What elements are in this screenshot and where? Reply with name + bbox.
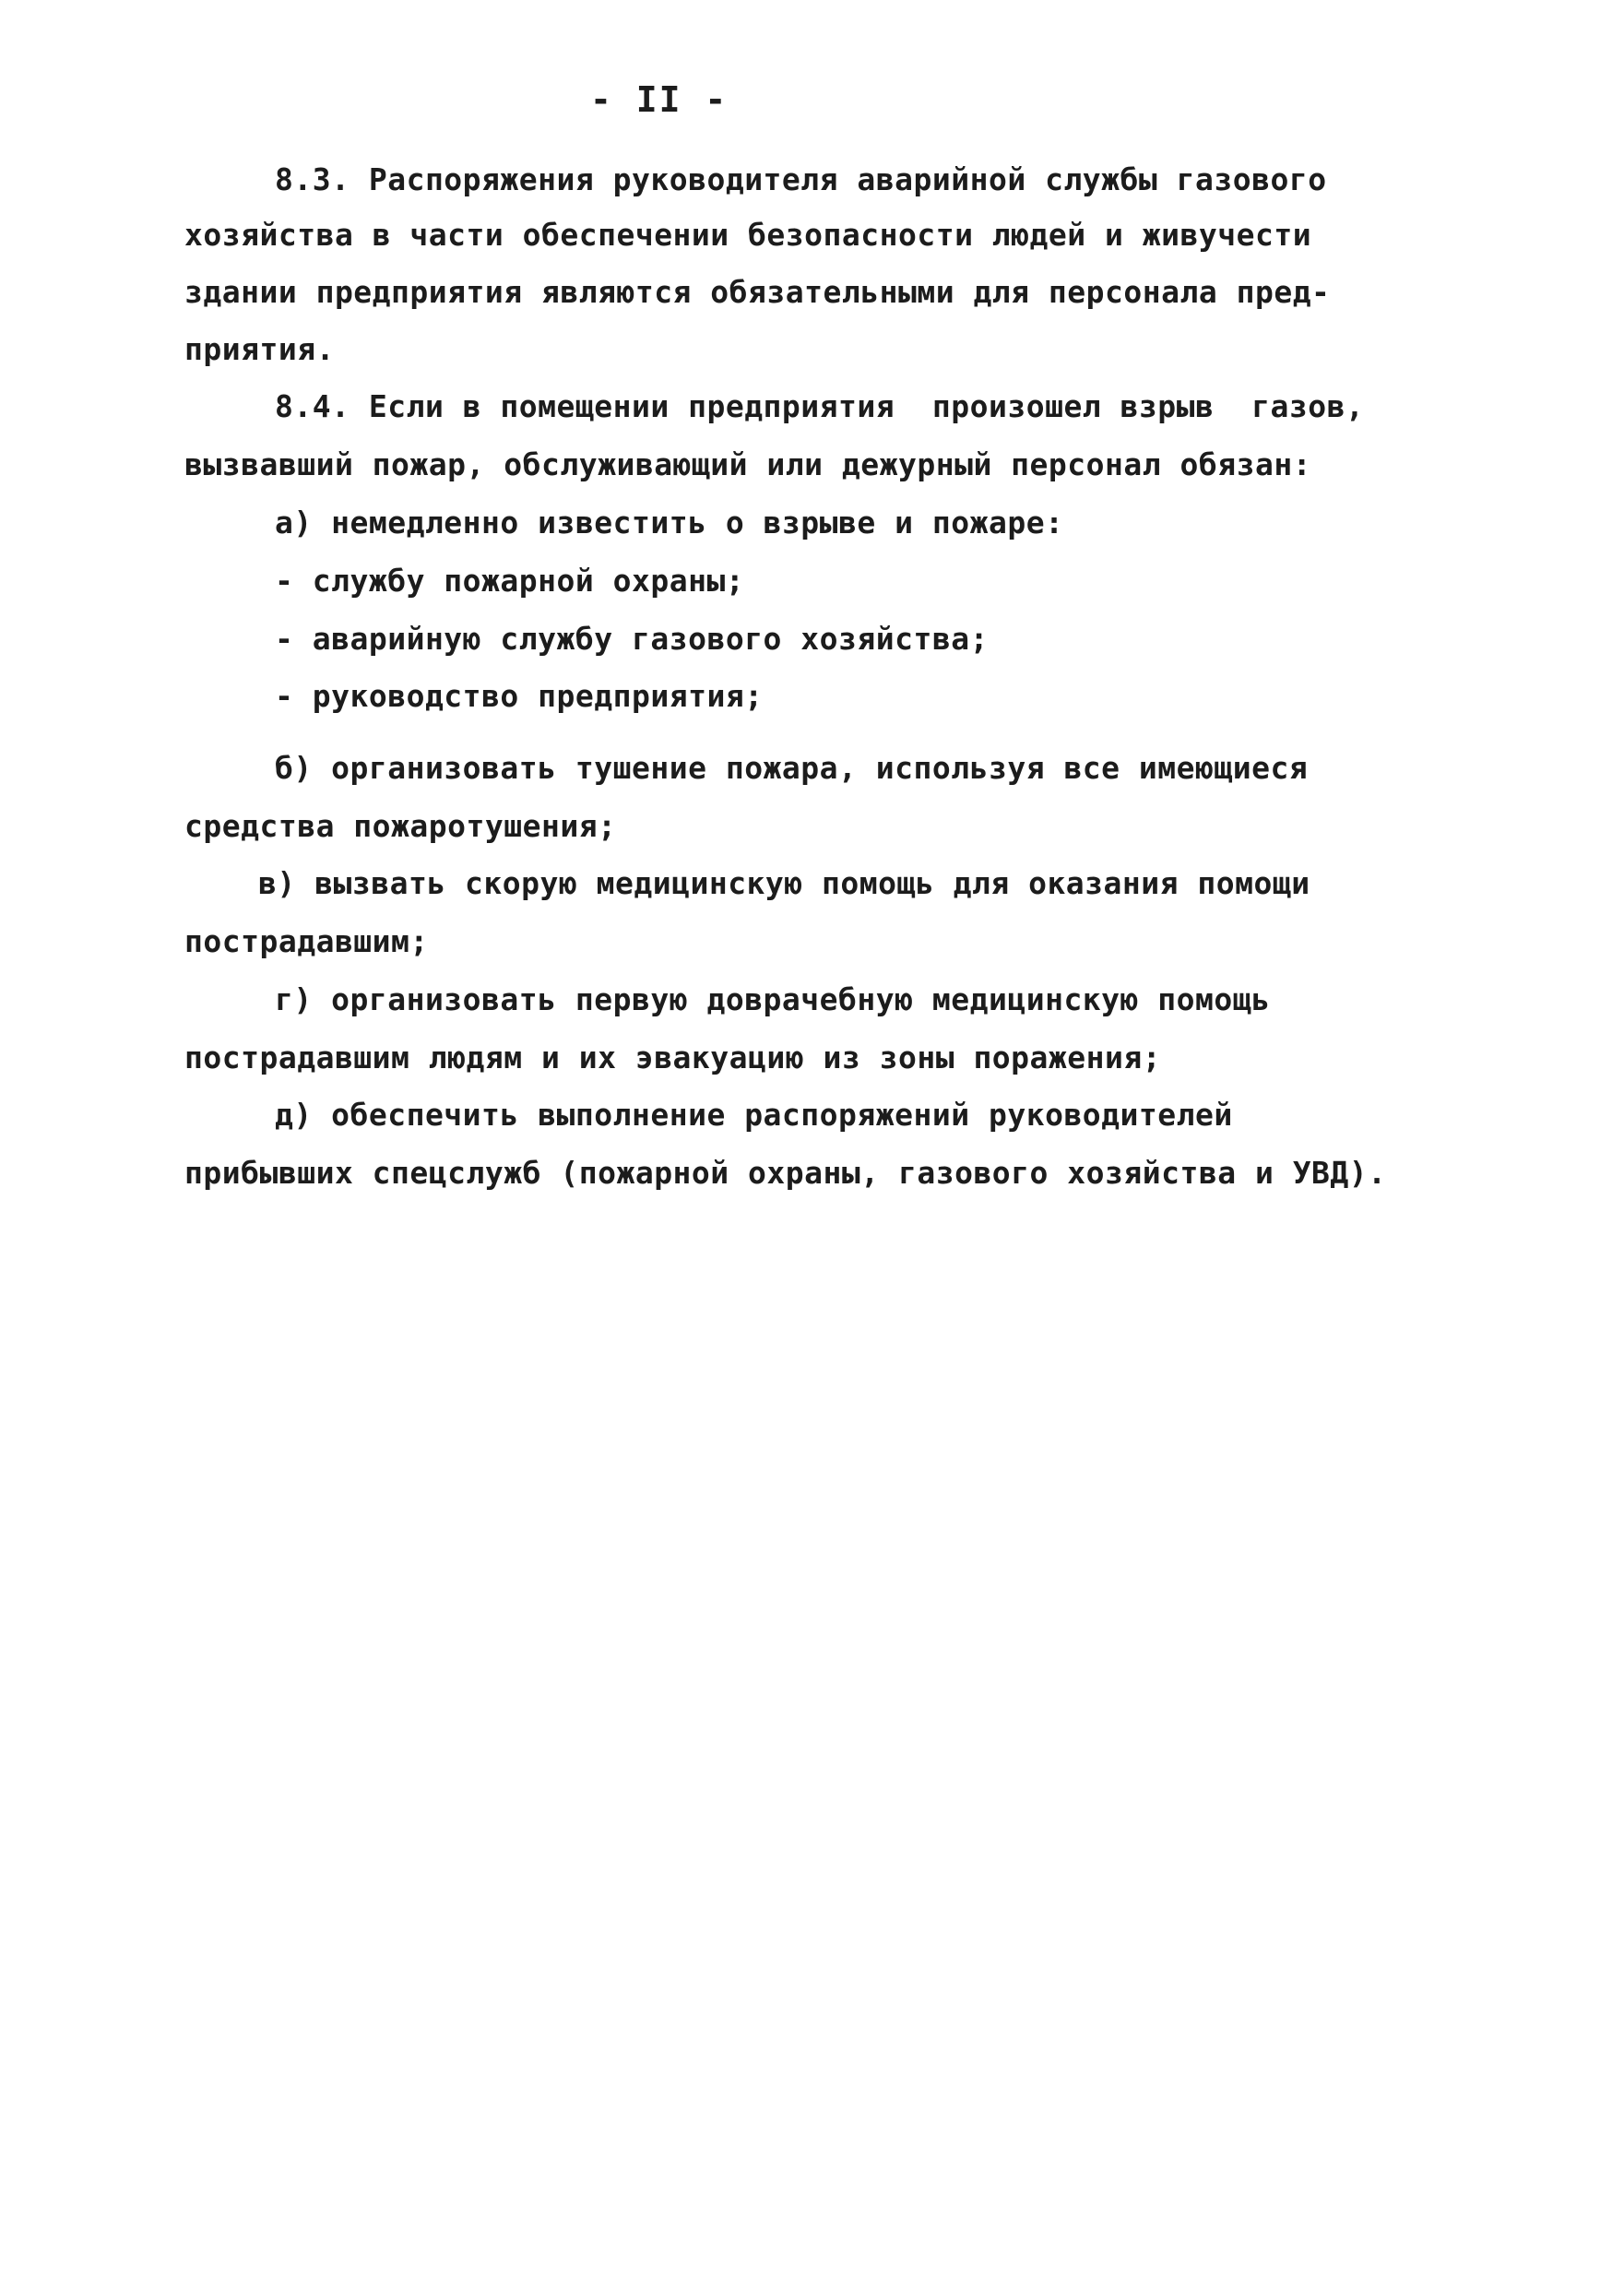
item-b-line-2: средства пожаротушения; [184, 808, 617, 844]
item-b-line-1: б) организовать тушение пожара, используя все имеющиеся [275, 750, 1309, 786]
item-v-line-1: в) вызвать скорую медицинскую помощь для оказания помощи [258, 865, 1310, 901]
paragraph-8-3-line-2: хозяйства в части обеспечении безопасности людей и живучести [184, 217, 1312, 253]
item-g-line-1: г) организовать первую доврачебную медицинскую помощь [275, 981, 1271, 1017]
item-d-line-1: д) обеспечить выполнение распоряжений руководителей [275, 1097, 1233, 1133]
item-a-dash-2: - аварийную службу газового хозяйства; [275, 621, 989, 657]
item-d-line-2: прибывших спецслужб (пожарной охраны, газового хозяйства и УВД). [184, 1155, 1387, 1191]
item-v-line-2: пострадавшим; [184, 923, 429, 959]
item-a-dash-3: - руководство предприятия; [275, 678, 764, 714]
page-number: - II - [590, 79, 729, 120]
item-a-dash-1: - службу пожарной охраны; [275, 563, 745, 599]
paragraph-8-3-line-4: приятия. [184, 331, 335, 367]
item-a-line-1: а) немедленно известить о взрыве и пожаре: [275, 505, 1064, 541]
paragraph-8-4-line-1: 8.4. Если в помещении предприятия произошел взрыв газов, [275, 388, 1365, 424]
paragraph-8-4-line-2: вызвавший пожар, обслуживающий или дежурный персонал обязан: [184, 446, 1312, 482]
paragraph-8-3-line-3: здании предприятия являются обязательными для персонала пред- [184, 274, 1331, 310]
paragraph-8-3-line-1: 8.3. Распоряжения руководителя аварийной службы газового [275, 161, 1327, 197]
item-g-line-2: пострадавшим людям и их эвакуацию из зоны поражения; [184, 1040, 1162, 1075]
